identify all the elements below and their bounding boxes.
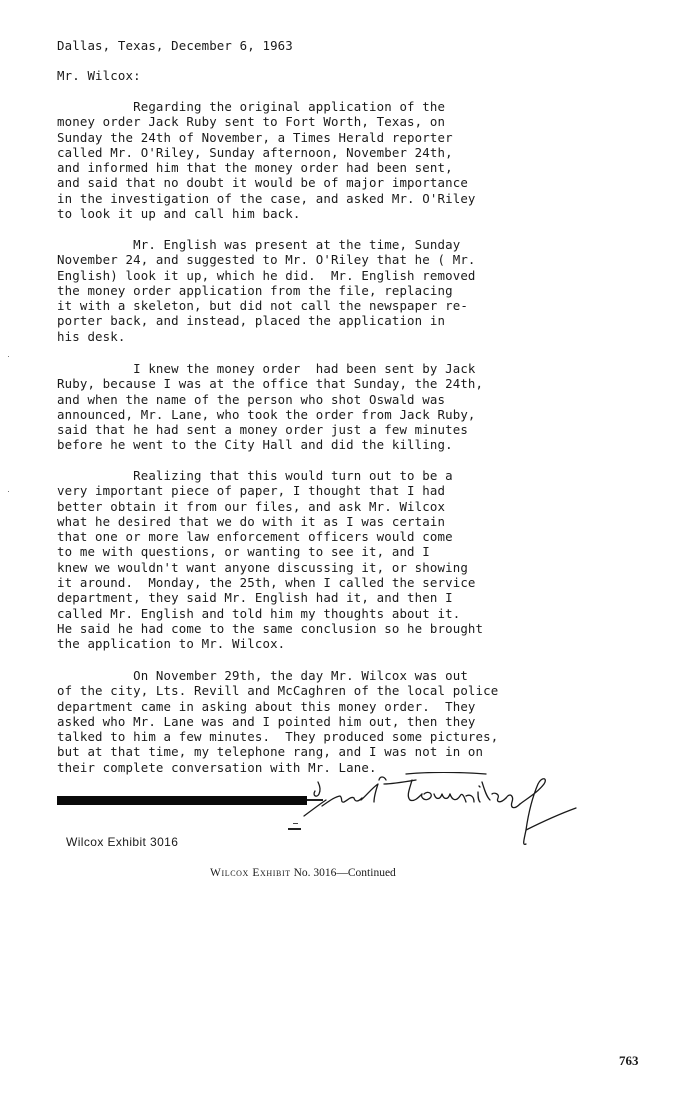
text-line: it with a skeleton, but did not call the newspaper re- (57, 298, 468, 314)
text-line: very important piece of paper, I thought that I had (57, 483, 446, 499)
page-number: 763 (619, 1053, 639, 1068)
exhibit-caption-prefix: Wilcox Exhibit (210, 867, 291, 879)
text-line: to me with questions, or wanting to see it, and I (57, 544, 430, 560)
scan-speck (8, 356, 9, 357)
redaction-bar (57, 796, 307, 805)
pen-mark (288, 828, 301, 830)
text-line: talked to him a few minutes. They produced some pictures, (57, 729, 499, 745)
handwritten-signature (288, 772, 608, 862)
text-line: asked who Mr. Lane was and I pointed him out, then they (57, 713, 476, 729)
text-line: the application to Mr. Wilcox. (57, 636, 286, 652)
text-line: On November 29th, the day Mr. Wilcox was out (57, 668, 468, 683)
text-line: November 24, and suggested to Mr. O'Riley that he ( Mr. (57, 252, 476, 268)
salutation: Mr. Wilcox: (57, 68, 141, 83)
paragraph-2 (57, 237, 476, 344)
text-line: and when the name of the person who shot Oswald was (57, 391, 446, 407)
text-line: knew we wouldn't want anyone discussing it, or showing (57, 559, 468, 575)
text-line: I knew the money order had been sent by Jack (57, 361, 476, 376)
text-line: announced, Mr. Lane, who took the order from Jack Ruby, (57, 406, 476, 422)
paragraph-3 (57, 361, 483, 453)
paragraph-5 (57, 668, 498, 775)
paragraph-4 (57, 468, 483, 652)
text-line: department came in asking about this money order. They (57, 698, 476, 714)
text-line: Ruby, because I was at the office that Sunday, the 24th, (57, 376, 484, 392)
text-line: Regarding the original application of the (57, 99, 446, 114)
text-line: it around. Monday, the 25th, when I called the service (57, 575, 476, 591)
text-line: of the city, Lts. Revill and McCaghren of the local police (57, 683, 499, 699)
text-line: but at that time, my telephone rang, and I was not in on (57, 744, 484, 760)
text-line: Sunday the 24th of November, a Times Herald reporter (57, 129, 453, 145)
text-line: better obtain it from our files, and ask Mr. Wilcox (57, 498, 446, 514)
text-line: porter back, and instead, placed the application in (57, 313, 446, 329)
text-line: what he desired that we do with it as I was certain (57, 513, 446, 529)
text-line: said that he had sent a money order just a few minutes (57, 422, 468, 438)
text-line: money order Jack Ruby sent to Fort Worth, Texas, on (57, 114, 446, 130)
text-line: and said that no doubt it would be of major importance (57, 175, 468, 191)
exhibit-label: Wilcox Exhibit 3016 (66, 835, 179, 849)
text-line: Mr. English was present at the time, Sunday (57, 237, 461, 252)
exhibit-caption (210, 867, 396, 879)
text-line: in the investigation of the case, and asked Mr. O'Riley (57, 190, 476, 206)
text-line: Realizing that this would turn out to be a (57, 468, 453, 483)
exhibit-caption-number: No. 3016—Continued (290, 867, 396, 879)
scan-speck (8, 491, 9, 492)
paragraph-1 (57, 99, 476, 221)
text-line: the money order application from the file, replacing (57, 282, 453, 298)
text-line: called Mr. O'Riley, Sunday afternoon, November 24th, (57, 144, 453, 160)
text-line: He said he had come to the same conclusion so he brought (57, 620, 484, 636)
text-line: that one or more law enforcement officers would come (57, 529, 453, 545)
dateline: Dallas, Texas, December 6, 1963 (57, 38, 293, 53)
text-line: English) look it up, which he did. Mr. English removed (57, 267, 476, 283)
pen-mark (293, 823, 298, 824)
text-line: department, they said Mr. English had it, and then I (57, 590, 453, 606)
text-line: to look it up and call him back. (57, 206, 301, 222)
text-line: called Mr. English and told him my thoughts about it. (57, 605, 461, 621)
text-line: his desk. (57, 328, 126, 344)
text-line: before he went to the City Hall and did the killing. (57, 437, 453, 453)
text-line: their complete conversation with Mr. Lane. (57, 759, 377, 775)
text-line: and informed him that the money order had been sent, (57, 160, 453, 176)
